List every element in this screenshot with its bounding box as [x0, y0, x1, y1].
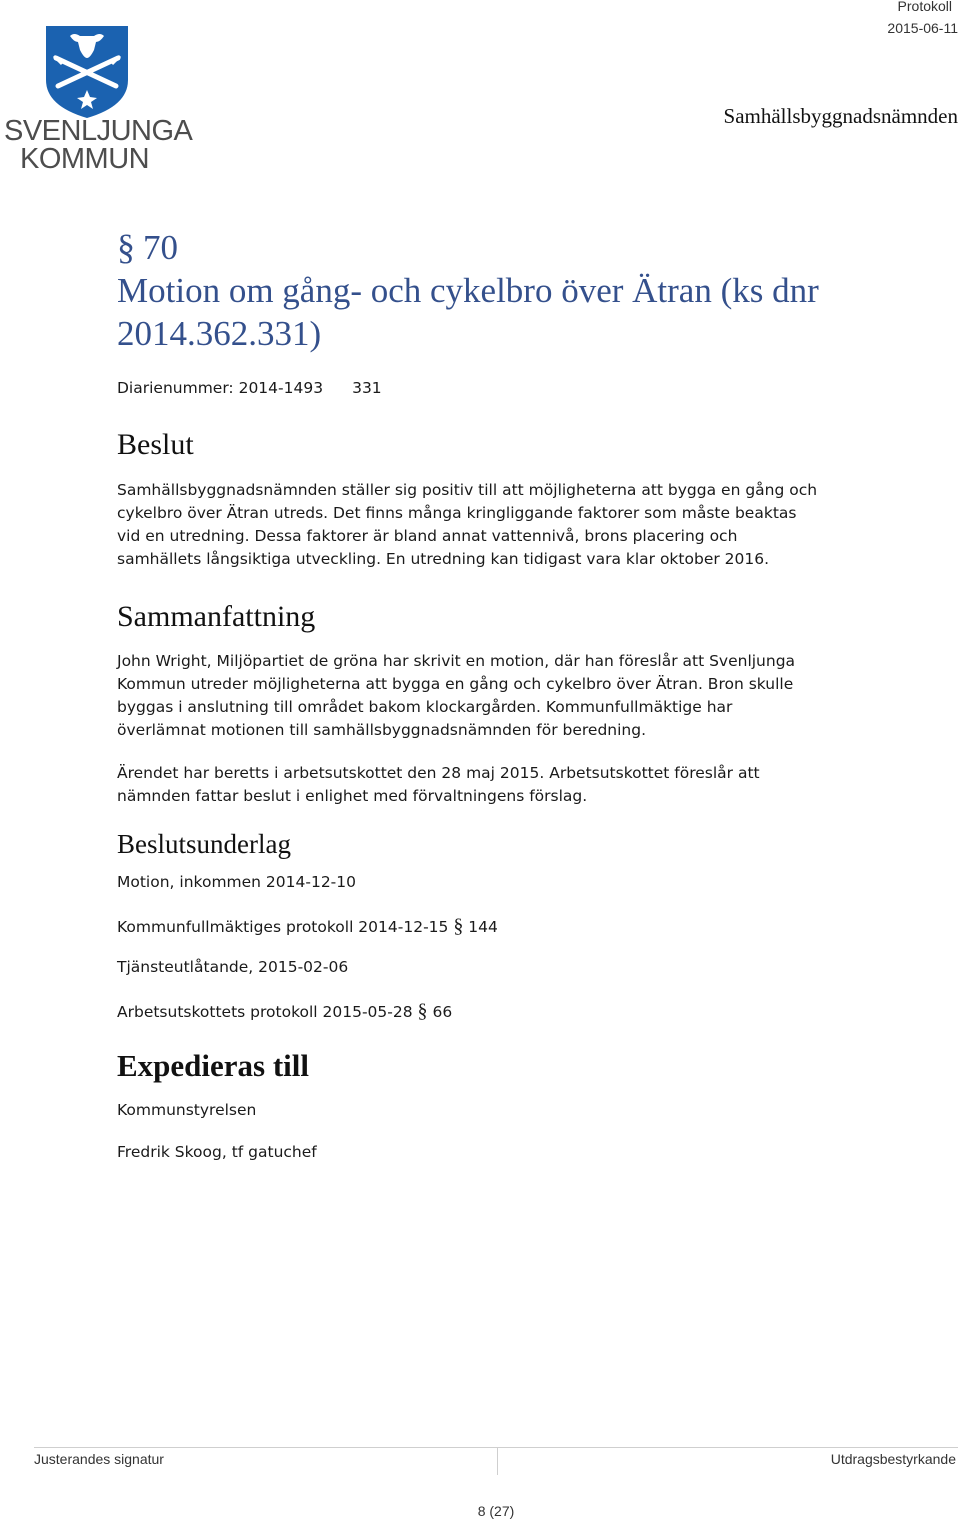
underlag-item-number: 144 [468, 918, 498, 936]
page-number: 8 (27) [477, 1503, 515, 1519]
beslut-line: vid en utredning. Dessa faktorer är bland annat vattennivå, brons placering och [117, 527, 738, 545]
section-heading-beslut: Beslut [117, 428, 194, 461]
sammanfattning-line: överlämnat motionen till samhällsbyggnadsnämnden för beredning. [117, 721, 646, 739]
underlag-item-text: Motion, inkommen 2014-12-10 [117, 873, 357, 891]
sammanfattning-line: Ärendet har beretts i arbetsutskottet den 28 maj 2015. Arbetsutskottet föreslår att [117, 764, 760, 782]
logo-text-line2: KOMMUN [20, 143, 150, 175]
paragraph-sign: § [417, 1000, 428, 1022]
case-title [117, 226, 917, 355]
sammanfattning-line: John Wright, Miljöpartiet de gröna har skrivit en motion, där han föreslår att Svenljunga [117, 652, 796, 670]
recipient-item: Fredrik Skoog, tf gatuchef [117, 1143, 317, 1161]
signature-label: Justerandes signatur [34, 1451, 164, 1467]
case-title-line1: Motion om gång- och cykelbro över Ätran (ks dnr [117, 271, 819, 310]
certification-label: Utdragsbestyrkande [830, 1451, 956, 1467]
sammanfattning-line: nämnden fattar beslut i enlighet med förvaltningens förslag. [117, 787, 588, 805]
document-type: Protokoll [897, 0, 952, 14]
beslut-line: cykelbro över Ätran utreds. Det finns många kringliggande faktorer som måste beaktas [117, 504, 797, 522]
underlag-item [117, 1000, 452, 1023]
underlag-item [117, 915, 498, 938]
underlag-item [117, 873, 356, 891]
case-title-line2: 2014.362.331) [117, 314, 322, 353]
beslut-text [117, 479, 937, 571]
underlag-item-text: Arbetsutskottets protokoll 2015-05-28 [117, 1003, 413, 1021]
coat-of-arms-icon [4, 20, 169, 120]
document-date: 2015-06-11 [887, 20, 958, 36]
diarienummer-code: 331 [352, 379, 382, 397]
underlag-item [117, 958, 348, 976]
section-heading-expedieras: Expedieras till [117, 1048, 310, 1083]
beslut-line: Samhällsbyggnadsnämnden ställer sig positiv till att möjligheterna att bygga en gång och [117, 481, 818, 499]
underlag-item-text: Tjänsteutlåtande, 2015-02-06 [117, 958, 349, 976]
case-number-line [117, 226, 917, 269]
footer-separator [497, 1447, 498, 1475]
municipality-logo [4, 20, 193, 175]
case-number: 70 [143, 228, 178, 267]
paragraph-sign: § [453, 915, 464, 937]
recipient-item: Kommunstyrelsen [117, 1101, 257, 1119]
diarienummer-label: Diarienummer: 2014-1493 [117, 379, 324, 397]
sammanfattning-line: Kommun utreder möjligheterna att bygga en gång och cykelbro över Ätran. Bron skulle [117, 675, 794, 693]
sammanfattning-paragraph-1 [117, 650, 937, 742]
logo-text-line1: SVENLJUNGA [4, 115, 193, 147]
paragraph-sign: § [117, 227, 135, 267]
footer-divider [34, 1447, 958, 1448]
sammanfattning-paragraph-2 [117, 762, 937, 808]
beslut-line: samhällets långsiktiga utveckling. En utredning kan tidigast vara klar oktober 2016. [117, 550, 770, 568]
committee-name: Samhällsbyggnadsnämnden [723, 104, 958, 128]
underlag-item-text: Kommunfullmäktiges protokoll 2014-12-15 [117, 918, 449, 936]
section-heading-beslutsunderlag: Beslutsunderlag [117, 829, 291, 859]
underlag-item-number: 66 [432, 1003, 453, 1021]
section-heading-sammanfattning: Sammanfattning [117, 600, 316, 633]
sammanfattning-line: byggas i anslutning till området bakom klockargården. Kommunfullmäktige har [117, 698, 733, 716]
diarienummer [117, 377, 382, 400]
